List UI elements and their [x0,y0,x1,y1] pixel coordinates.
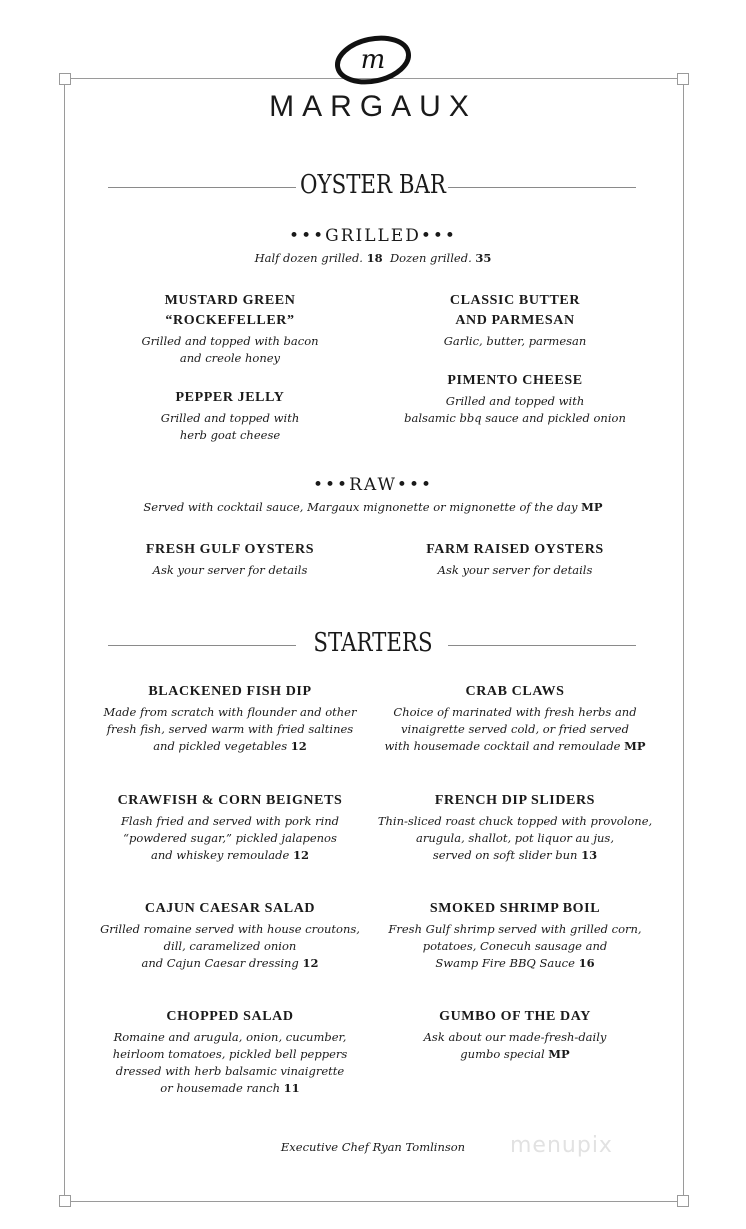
item-title: BLACKENED FISH DIP [148,684,312,699]
executive-chef-credit: Executive Chef Ryan Tomlinson [280,1140,466,1154]
item-description: Ask your server for details [152,563,308,577]
item-description: Choice of marinated with fresh herbs and vinaigrette served cold, or fried served with housemade cocktail and remoulade MP [384,705,646,753]
menu-item-pimento-cheese [375,371,655,427]
restaurant-name: MARGAUX [269,90,477,123]
menu-item-fresh-gulf-oysters [90,540,370,579]
border-corner [59,1195,71,1207]
item-description: Flash fried and served with pork rind “powdered sugar,” pickled jalapenos and whiskey remoulade 12 [120,814,340,862]
item-description: Garlic, butter, parmesan [443,334,587,348]
grilled-subheading: •••GRILLED••• [289,226,457,246]
item-price: MP [548,1047,570,1061]
item-title: PEPPER JELLY [175,390,285,405]
border-corner [677,73,689,85]
item-price: 12 [302,956,319,970]
item-title: FRESH GULF OYSTERS [145,542,315,557]
item-description: Made from scratch with flounder and other fresh fish, served warm with fried saltines and pickled vegetables 12 [103,705,357,753]
raw-note: Served with cocktail sauce, Margaux mignonette or mignonette of the day MP [143,500,603,514]
item-description: Grilled and topped with balsamic bbq sauce and pickled onion [404,394,626,425]
menu-item-blackened-fish-dip [90,682,370,755]
item-title: CHOPPED SALAD [166,1009,294,1024]
item-title: GUMBO OF THE DAY [439,1009,591,1024]
item-description: Fresh Gulf shrimp served with grilled corn, potatoes, Conecuh sausage and Swamp Fire BBQ Sauce 16 [388,922,642,970]
item-title: CLASSIC BUTTER [449,293,581,308]
starters-heading: STARTERS [313,628,433,658]
item-title: CRAWFISH & CORN BEIGNETS [117,793,343,808]
menu-item-cajun-caesar-salad [90,899,370,972]
item-title: CRAB CLAWS [465,684,565,699]
item-price: 11 [283,1081,300,1095]
menu-item-mustard-green [90,291,370,367]
oyster-bar-heading: OYSTER BAR [300,170,446,200]
item-description: Ask about our made-fresh-daily gumbo special MP [423,1030,607,1061]
item-title: AND PARMESAN [455,313,575,328]
item-title: MUSTARD GREEN [164,293,296,308]
item-price: 12 [290,739,307,753]
border-corner [59,73,71,85]
item-title: FARM RAISED OYSTERS [426,542,604,557]
item-title: CAJUN CAESAR SALAD [144,901,316,916]
item-price: MP [624,739,646,753]
item-price: 13 [581,848,598,862]
item-description: Grilled romaine served with house croutons, dill, caramelized onion and Cajun Caesar dressing 12 [100,922,360,970]
border-corner [677,1195,689,1207]
raw-subheading: •••RAW••• [312,475,434,495]
half-dozen-label: Half dozen grilled. [254,251,363,265]
logo-letter: m [360,45,386,75]
dozen-label: Dozen grilled. [389,251,472,265]
menu-item-crab-claws [375,682,655,755]
item-price: 12 [292,848,309,862]
item-title: FRENCH DIP SLIDERS [434,793,596,808]
half-dozen-price: 18 [366,251,383,265]
item-description: Romaine and arugula, onion, cucumber, heirloom tomatoes, pickled bell peppers dressed with herb balsamic vinaigrette or housemade ranch 11 [112,1030,348,1095]
dozen-price: 35 [475,251,492,265]
item-title: “ROCKEFELLER” [165,313,295,328]
item-description: Ask your server for details [437,563,593,577]
item-price: 16 [578,956,595,970]
item-description: Grilled and topped with bacon and creole honey [141,334,319,365]
menu-item-crawfish-beignets [90,791,370,864]
menu-item-pepper-jelly [90,388,370,444]
item-description: Grilled and topped with herb goat cheese [160,411,300,442]
margaux-logo-icon [330,30,416,90]
menupix-watermark: menupix [510,1133,613,1158]
menu-item-farm-raised-oysters [375,540,655,579]
menu-item-french-dip-sliders [375,791,655,864]
menu-item-classic-butter [375,291,655,350]
item-title: SMOKED SHRIMP BOIL [429,901,601,916]
item-title: PIMENTO CHEESE [447,373,583,388]
menu-item-chopped-salad [90,1007,370,1097]
grilled-pricing-note [0,251,746,265]
menu-item-gumbo-of-the-day [375,1007,655,1063]
item-description: Thin-sliced roast chuck topped with provolone, arugula, shallot, pot liquor au jus, served on soft slider bun 13 [377,814,653,862]
raw-price: MP [581,500,603,514]
menu-item-smoked-shrimp-boil [375,899,655,972]
